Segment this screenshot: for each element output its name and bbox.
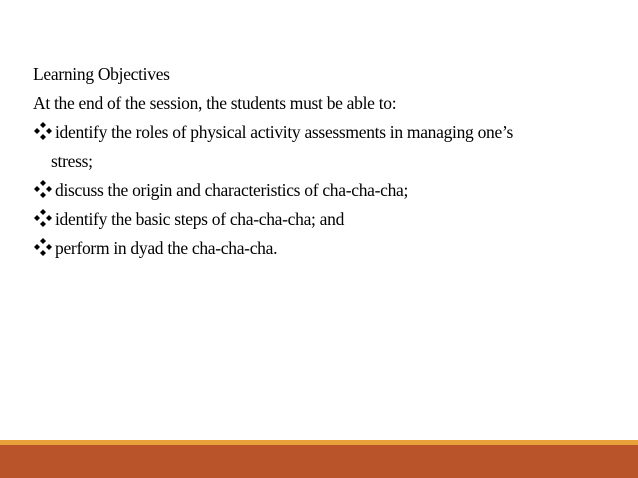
objective-text-continued: stress;: [51, 151, 93, 171]
four-diamond-bullet-icon: [33, 238, 55, 256]
four-diamond-bullet-icon: [33, 209, 55, 227]
objective-text: identify the roles of physical activity assessments in managing one’s: [55, 122, 514, 142]
objective-text: perform in dyad the cha-cha-cha.: [55, 238, 278, 258]
objective-item: [33, 205, 613, 234]
objective-item: [33, 176, 613, 205]
objective-text: discuss the origin and characteristics of cha-cha-cha;: [55, 180, 409, 200]
slide-content: [33, 60, 613, 263]
footer-bar: [0, 445, 638, 478]
objective-text: identify the basic steps of cha-cha-cha; and: [55, 209, 345, 229]
objective-item: [33, 118, 613, 176]
four-diamond-bullet-icon: [33, 122, 55, 140]
slide-heading: Learning Objectives: [33, 64, 170, 84]
four-diamond-bullet-icon: [33, 180, 55, 198]
objective-item: [33, 234, 613, 263]
slide-intro: At the end of the session, the students must be able to:: [33, 93, 397, 113]
